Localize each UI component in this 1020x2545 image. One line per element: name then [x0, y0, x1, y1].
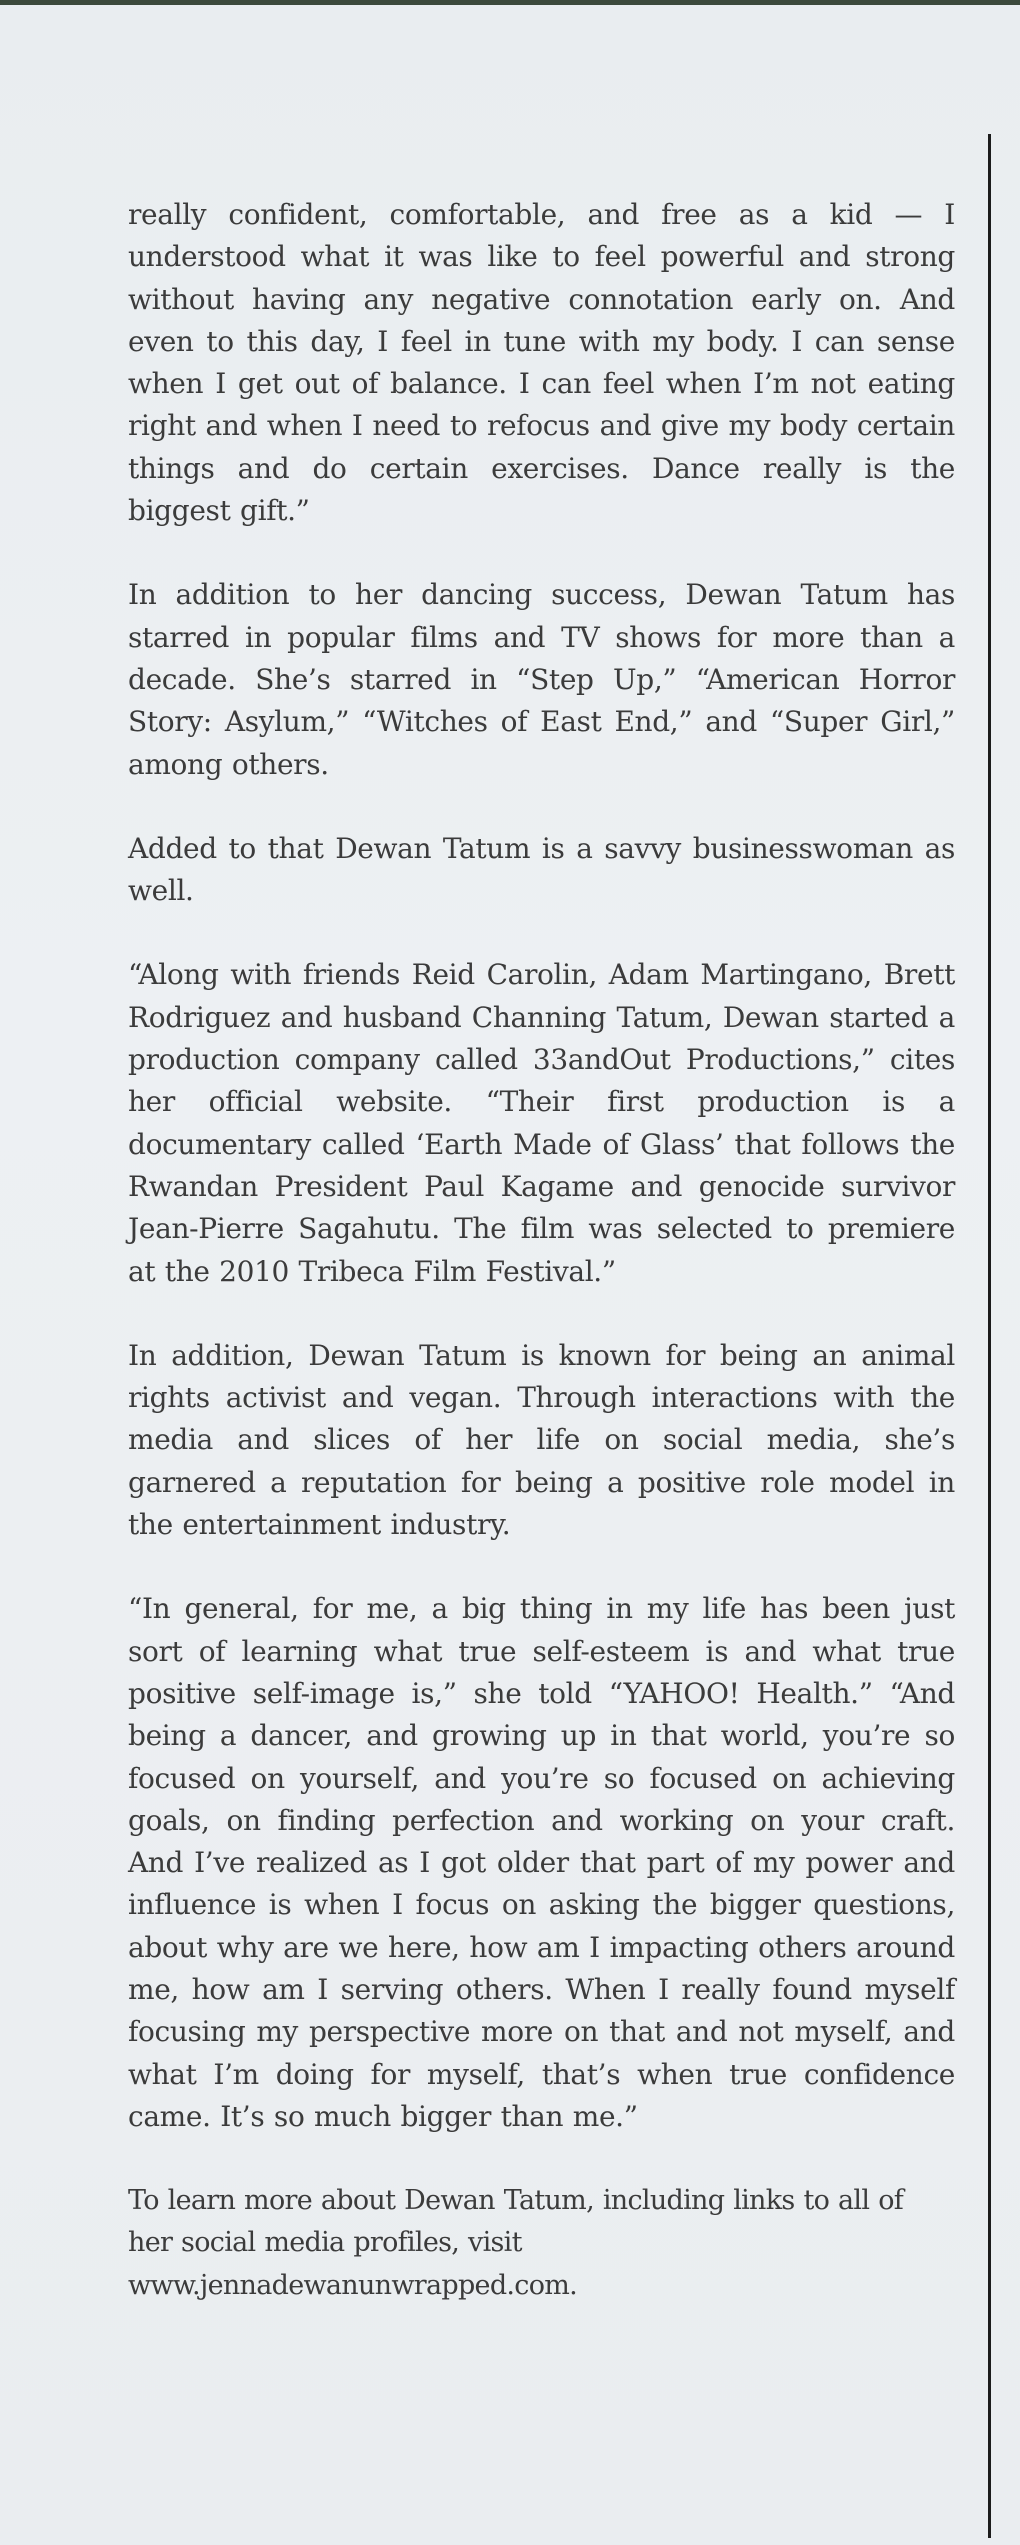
article-body [128, 194, 955, 2307]
page-top-edge [0, 0, 1020, 5]
article-paragraph: In addition, Dewan Tatum is known for being an animal rights activist and vegan. Through interactions with the media and slices of her life on social media, she’s garnered a reputation for being a positive role model in the entertainment industry. [128, 1338, 955, 1542]
article-paragraph: Added to that Dewan Tatum is a savvy businesswoman as well. [128, 831, 955, 908]
article-paragraph: really confident, comfortable, and free as a kid — I understood what it was like to feel powerful and strong without having any negative connotation early on. And even to this day, I feel in tune with my body. I can sense when I get out of balance. I can feel when I’m not eating right and when I need to refocus and give my body certain things and do certain exercises. Dance really is the biggest gift.” [128, 198, 955, 528]
column-rule [988, 134, 991, 2538]
article-paragraph: “In general, for me, a big thing in my life has been just sort of learning what true self-esteem is and what true positive self-image is,” she told “YAHOO! Health.” “And being a dancer, and growing up in that world, you’re so focused on yourself, and you’re so focused on achieving goals, on finding perfection and working on your craft. And I’ve realized as I got older that part of my power and influence is when I focus on asking the bigger questions, about why are we here, how am I impacting others around me, how am I serving others. When I really found myself focusing my perspective more on that and not myself, and what I’m doing for myself, that’s when true confidence came. It’s so much bigger than me.” [128, 1592, 955, 2133]
article-paragraph: “Along with friends Reid Carolin, Adam Martingano, Brett Rodriguez and husband Channing Tatum, Dewan started a production company called 33andOut Productions,” cites her official website. “Their first production is a documentary called ‘Earth Made of Glass’ that follows the Rwandan President Paul Kagame and genocide survivor Jean-Pierre Sagahutu. The film was selected to premiere at the 2010 Tribeca Film Festival.” [128, 958, 955, 1288]
article-paragraph: In addition to her dancing success, Dewan Tatum has starred in popular films and TV shows for more than a decade. She’s starred in “Step Up,” “American Horror Story: Asylum,” “Witches of East End,” and “Super Girl,” among others. [128, 578, 955, 781]
article-closing-paragraph: To learn more about Dewan Tatum, including links to all of her social media profiles, visit www.jennadewanunwrapped.com. [128, 2185, 904, 2301]
